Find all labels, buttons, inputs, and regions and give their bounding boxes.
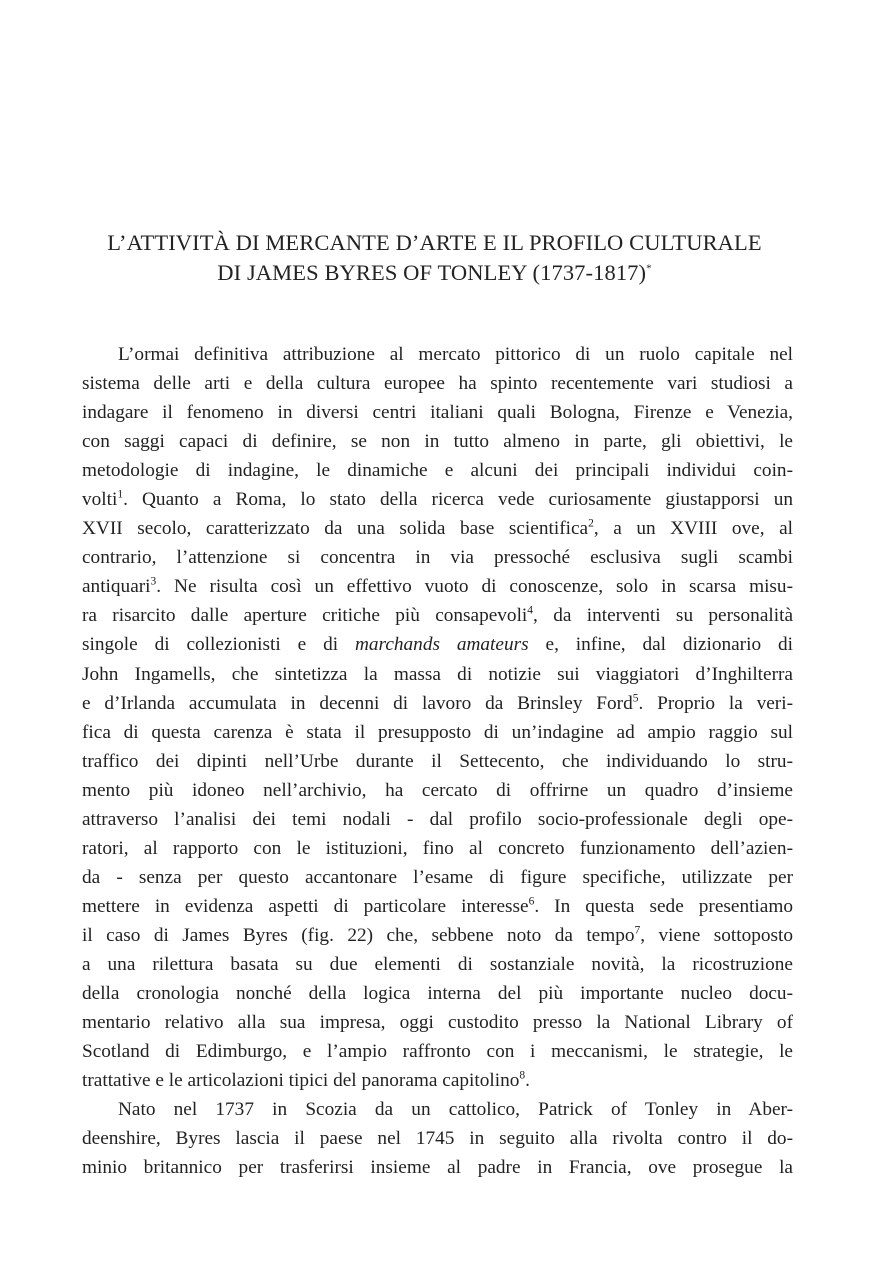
text-segment: volti (82, 489, 118, 511)
title-footnote-mark: * (646, 262, 652, 275)
text-segment: . (525, 1070, 530, 1092)
text-line: minio britannico per trasferirsi insieme al padre in Francia, ove prosegue la (82, 1157, 793, 1179)
text-segment: il caso di James Byres (fig. 22) che, sebbene noto da tempo (82, 924, 635, 946)
article-title (60, 228, 809, 288)
italic-phrase: marchands amateurs (354, 634, 529, 656)
footnote-ref: 3 (150, 575, 157, 588)
text-segment: e d’Irlanda accumulata in decenni di lavoro da Brinsley Ford (82, 692, 633, 714)
text-segment: . Ne risulta così un effettivo vuoto di conoscenze, solo in scarsa misu- (156, 576, 793, 598)
text-line: da - senza per questo accantonare l’esame di figure specifiche, utilizzate per (82, 866, 793, 888)
text-segment: singole di collezionisti e di (82, 634, 355, 656)
text-segment: . Quanto a Roma, lo stato della ricerca vede curiosamente giustapporsi un (123, 489, 793, 511)
text-line (82, 601, 793, 630)
text-line (82, 630, 793, 659)
text-segment: antiquari (82, 576, 151, 598)
text-line: Nato nel 1737 in Scozia da un cattolico, Patrick of Tonley in Aber- (118, 1099, 793, 1121)
text-line (82, 1066, 793, 1095)
text-line: deenshire, Byres lascia il paese nel 1745 in seguito alla rivolta contro il do- (82, 1128, 793, 1150)
text-line: Scotland di Edimburgo, e l’ampio raffronto con i meccanismi, le strategie, le (82, 1041, 793, 1063)
footnote-ref: 6 (528, 895, 535, 908)
footnote-ref: 2 (588, 517, 594, 530)
text-line (82, 514, 793, 543)
footnote-ref: 4 (527, 605, 534, 617)
title-line-2-text: DI JAMES BYRES OF TONLEY (1737-1817) (217, 260, 647, 285)
text-line: sistema delle arti e della cultura europee ha spinto recentemente vari studiosi a (82, 373, 793, 395)
text-line: indagare il fenomeno in diversi centri italiani quali Bologna, Firenze e Venezia, (82, 402, 793, 424)
text-line: John Ingamells, che sintetizza la massa di notizie sui viaggiatori d’Inghilterra (82, 663, 793, 685)
text-line (82, 689, 793, 718)
text-line: ratori, al rapporto con le istituzioni, fino al concreto funzionamento dell’azien- (82, 837, 793, 859)
text-line: della cronologia nonché della logica interna del più importante nucleo docu- (82, 983, 793, 1005)
text-line: mento più idoneo nell’archivio, ha cercato di offrirne un quadro d’insieme (82, 779, 793, 801)
text-line: con saggi capaci di definire, se non in tutto almeno in parte, gli obiettivi, le (82, 431, 793, 453)
footnote-ref: 7 (634, 924, 641, 937)
footnote-ref: 1 (117, 488, 124, 501)
text-line: attraverso l’analisi dei temi nodali - dal profilo socio-professionale degli ope- (82, 808, 793, 830)
text-line: contrario, l’attenzione si concentra in via pressoché esclusiva sugli scambi (82, 547, 793, 569)
text-segment: trattative e le articolazioni tipici del panorama capitolino (82, 1070, 520, 1092)
text-segment: , viene sottoposto (640, 924, 793, 946)
text-line: metodologie di indagine, le dinamiche e alcuni dei principali individui coin- (82, 460, 793, 482)
text-segment: mettere in evidenza aspetti di particolare interesse (82, 895, 529, 917)
text-line (82, 572, 793, 601)
body-paragraphs (82, 340, 793, 1182)
text-line: traffico dei dipinti nell’Urbe durante il Settecento, che individuando lo stru- (82, 750, 793, 772)
text-segment: , da interventi su personalità (533, 605, 793, 627)
text-segment: , a un XVIII ove, al (593, 518, 793, 540)
text-line (82, 892, 793, 921)
text-line: mentario relativo alla sua impresa, oggi custodito presso la National Library of (82, 1012, 793, 1034)
text-line: a una rilettura basata su due elementi di sostanziale novità, la ricostruzione (82, 953, 793, 975)
title-line-2 (60, 258, 809, 288)
text-segment: ra risarcito dalle aperture critiche più consapevoli (82, 605, 528, 627)
text-line: fica di questa carenza è stata il presupposto di un’indagine ad ampio raggio sul (82, 721, 793, 743)
footnote-ref: 5 (632, 692, 639, 705)
title-line-1: L’ATTIVITÀ DI MERCANTE D’ARTE E IL PROFILO CULTURALE (107, 230, 762, 255)
text-segment: XVII secolo, caratterizzato da una solida base scientifica (82, 518, 589, 540)
text-segment: . In questa sede presentiamo (534, 895, 793, 917)
text-line (82, 485, 793, 514)
footnote-ref: 8 (519, 1069, 526, 1082)
text-line (82, 921, 793, 950)
text-segment: . Proprio la veri- (638, 692, 793, 714)
text-line: L’ormai definitiva attribuzione al mercato pittorico di un ruolo capitale nel (118, 344, 793, 365)
text-segment: e, infine, dal dizionario di (528, 634, 793, 656)
